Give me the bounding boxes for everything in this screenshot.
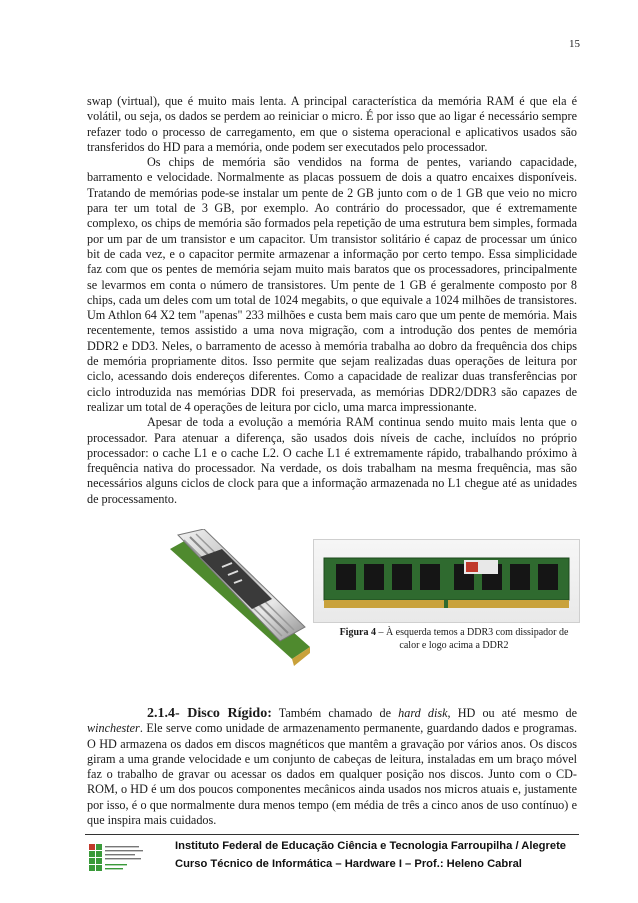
figure-caption xyxy=(336,626,572,652)
section-text-3: , HD ou até mesmo de xyxy=(447,706,577,720)
paragraph-3: Apesar de toda a evolução a memória RAM continua sendo muito mais lenta que o processador. Para atenuar a diferença, são usados dois níveis de cache, incluídos no próprio processador: o cache L1 e o cache L2. O cache L1 é extremamente rápido, trabalhando próximo à frequência nativa do processador. Na verdade, os dois trabalham na mesma frequência, mas são necessários alguns ciclos de clock para que a informação armazenada no L1 chegue até as unidades de processamento. xyxy=(87,415,577,506)
section-term-hard-disk: hard disk xyxy=(398,706,448,720)
paragraph-2: Os chips de memória são vendidos na forma de pentes, variando capacidade, barramento e velocidade. Normalmente as placas possuem de dois a quatro encaixes disponíveis. Tratando de memórias pode-se instalar um pente de 2 GB junto com o de 1 GB que veio no micro para ter um total de 3 GB, por exemplo. Ao contrário do processador, que é extremamente complexo, os chips de memória são formados pela repetição de uma estrutura bem simples, formada por um par de um transistor e um capacitor. Um transistor solitário é capaz de processar um único bit de cada vez, e o capacitor permite armazenar a informação por certo tempo. Essa simplicidade faz com que os pentes de memória sejam muito mais baratos que os processadores, principalmente se levarmos em conta o número de transistores. Um pente de 1 GB é geralmente composto por 8 chips, cada um deles com um total de 1024 megabits, o que equivale a 1024 milhões de transistores. Um Athlon 64 X2 tem "apenas" 233 milhões e custa bem mais caro que um pente de memória. Mais recentemente, temos assistido a uma nova migração, com a introdução dos pentes de memória DDR2 e DD3. Neles, o barramento de acesso à memória trabalha ao dobro da frequência dos chips de memória propriamente ditos. Isso permite que sejam realizadas duas operações de leitura por ciclo, acessando dois endereços diferentes. Como a capacidade de realizar duas transferências por ciclo introduzida nas memórias DDR foi preservada, as memórias DDR2/DDR3 são capazes de realizar um total de 4 operações de leitura por ciclo, uma marca impressionante. xyxy=(87,155,577,414)
page-number: 15 xyxy=(569,38,580,50)
caption-label: Figura 4 xyxy=(339,627,376,638)
ddr2-module-image xyxy=(313,539,580,623)
body-text-bottom xyxy=(87,706,577,828)
footer-divider xyxy=(85,834,579,835)
section-term-winchester: winchester xyxy=(87,721,140,736)
section-heading: 2.1.4- Disco Rígido: xyxy=(147,706,272,721)
section-text-1: Também chamado de xyxy=(278,706,392,720)
paragraph-1: swap (virtual), que é muito mais lenta. A principal característica da memória RAM é que ela é volátil, ou seja, os dados se perdem ao reiniciar o micro. É por isso que ao ligar é necessário sempre refazer todo o processo de carregamento, em que o sistema operacional e aplicativos usados são transferidos do HD para a memória, onde podem ser executados pelo processador. xyxy=(87,94,577,154)
ddr3-heatspreader-image xyxy=(160,529,310,671)
footer-course-line: Curso Técnico de Informática – Hardware I – Prof.: Heleno Cabral xyxy=(175,858,522,870)
caption-text: – À esquerda temos a DDR3 com dissipador de calor e logo acima a DDR2 xyxy=(375,627,569,651)
section-text-5: . Ele serve como unidade de armazenamento permanente, guardando dados e programas. O HD armazena os dados em discos magnéticos que mantêm a gravação por vários anos. Os discos giram a uma grande velocidade e um conjunto de cabeças de leitura, instaladas em um braço móvel faz o trabalho de gravar ou acessar os dados em qualquer posição nos discos. Junto com o CD-ROM, o HD é um dos poucos componentes mecânicos ainda usados nos micros atuais e, justamente por isso, é o que normalmente dura menos tempo (em média de três a cinco anos de uso contínuo) e que inspira mais cuidados. xyxy=(87,721,577,828)
section-paragraph xyxy=(87,706,577,828)
footer-institution: Instituto Federal de Educação Ciência e Tecnologia Farroupilha / Alegrete xyxy=(175,840,567,852)
body-text-top xyxy=(87,94,577,507)
institute-logo xyxy=(87,840,147,880)
